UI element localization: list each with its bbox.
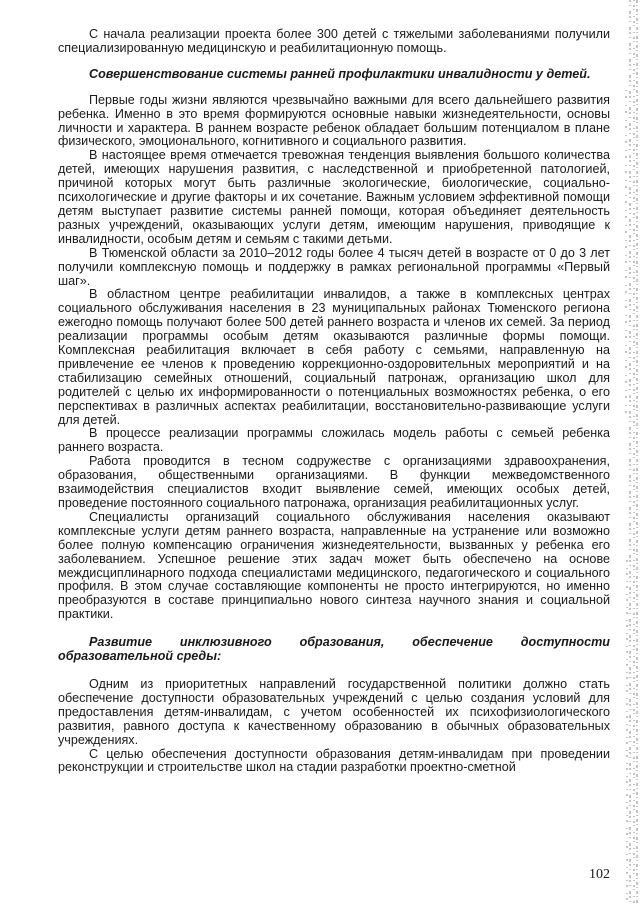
- spacer: [58, 664, 610, 678]
- body-paragraph: В процессе реализации программы сложилась модель работы с семьей ребенка раннего возраста.: [58, 426, 610, 455]
- spacer: [58, 622, 610, 636]
- section-heading-early-prevention: Совершенствование системы ранней профилактики инвалидности у детей.: [89, 66, 591, 81]
- body-paragraph: Специалисты организаций социального обслуживания населения оказывают комплексные услуги детям раннего возраста, направленные на устранение или возможно более полную компенсацию ограничения жизнедеятельности, вызванных у ребенка его заболеванием. Успешное решение этих задач может быть обеспечено на основе междисциплинарного подхода специалистами медицинского, педагогического и социального профиля. В этом случае составляющие компоненты не просто интегрируются, но именно преобразуются в составе принципиально нового синтеза научного знания и социальной практики.: [58, 509, 610, 622]
- body-paragraph: С целью обеспечения доступности образования детям-инвалидам при проведении реконструкции и строительстве школ на стадии разработки проектно-сметной: [58, 746, 610, 775]
- spacer: [58, 82, 610, 94]
- body-paragraph: Одним из приоритетных направлений государственной политики должно стать обеспечение доступности образовательных учреждений с целью создания условий для предоставления детям-инвалидам, с учетом особенностей их психофизиологического развития, равного доступа к качественному образованию в обычных образовательных учреждениях.: [58, 676, 610, 747]
- body-paragraph: В настоящее время отмечается тревожная тенденция выявления большого количества детей, имеющих нарушения развития, с наследственной и приобретенной патологией, причиной которых могут быть различные экологические, биологические, социально-психологические и другие факторы и их сочетание. Важным условием эффективной помощи детям выступает развитие системы ранней помощи, которая объединяет деятельность разных учреждений, оказывающих услуги детям, имеющим нарушения, приводящие к инвалидности, особым детям и семьям с такими детьми.: [58, 148, 610, 246]
- section-heading-inclusive-education: Развитие инклюзивного образования, обеспечение доступности образовательной среды:: [58, 635, 610, 664]
- spacer: [58, 56, 610, 68]
- intro-paragraph: С начала реализации проекта более 300 детей с тяжелыми заболеваниями получили специализированную медицинскую и реабилитационную помощь.: [58, 27, 610, 55]
- body-paragraph: Первые годы жизни являются чрезвычайно важными для всего дальнейшего развития ребенка. Именно в это время формируются основные навыки жизнедеятельности, основы личности и характера. В раннем возрасте ребенок обладает большим потенциалом в плане физического, эмоционального, когнитивного и социального развития.: [58, 92, 610, 149]
- body-paragraph: Работа проводится в тесном содружестве с организациями здравоохранения, образования, общественными организациями. В функции межведомственного взаимодействия специалистов входит выявление семей, имеющих особых детей, проведение постоянного социального патронажа, организация реабилитационных услуг.: [58, 454, 610, 510]
- page-number: 102: [589, 867, 610, 882]
- body-paragraph: В Тюменской области за 2010–2012 годы более 4 тысяч детей в возрасте от 0 до 3 лет получили комплексную помощь и поддержку в рамках региональной программы «Первый шаг».: [58, 245, 610, 288]
- scan-edge-artifact: [616, 0, 640, 905]
- document-page: [58, 28, 610, 775]
- body-paragraph: В областном центре реабилитации инвалидов, а также в комплексных центрах социального обслуживания населения в 23 муниципальных районах Тюменского региона ежегодно помощь получают более 500 детей раннего возраста и членов их семей. За период реализации программы особым детям оказываются различные формы помощи. Комплексная реабилитация включает в себя работу с семьями, направленную на привлечение ее членов к проведению коррекционно-оздоровительных мероприятий и на стабилизацию семейных отношений, социальный патронаж, организацию школ для родителей с целью их информированности о потенциальных возможностях ребенка, о его перспективах в различных аспектах реабилитации, восстановительно-развивающие услуги для детей.: [58, 287, 610, 427]
